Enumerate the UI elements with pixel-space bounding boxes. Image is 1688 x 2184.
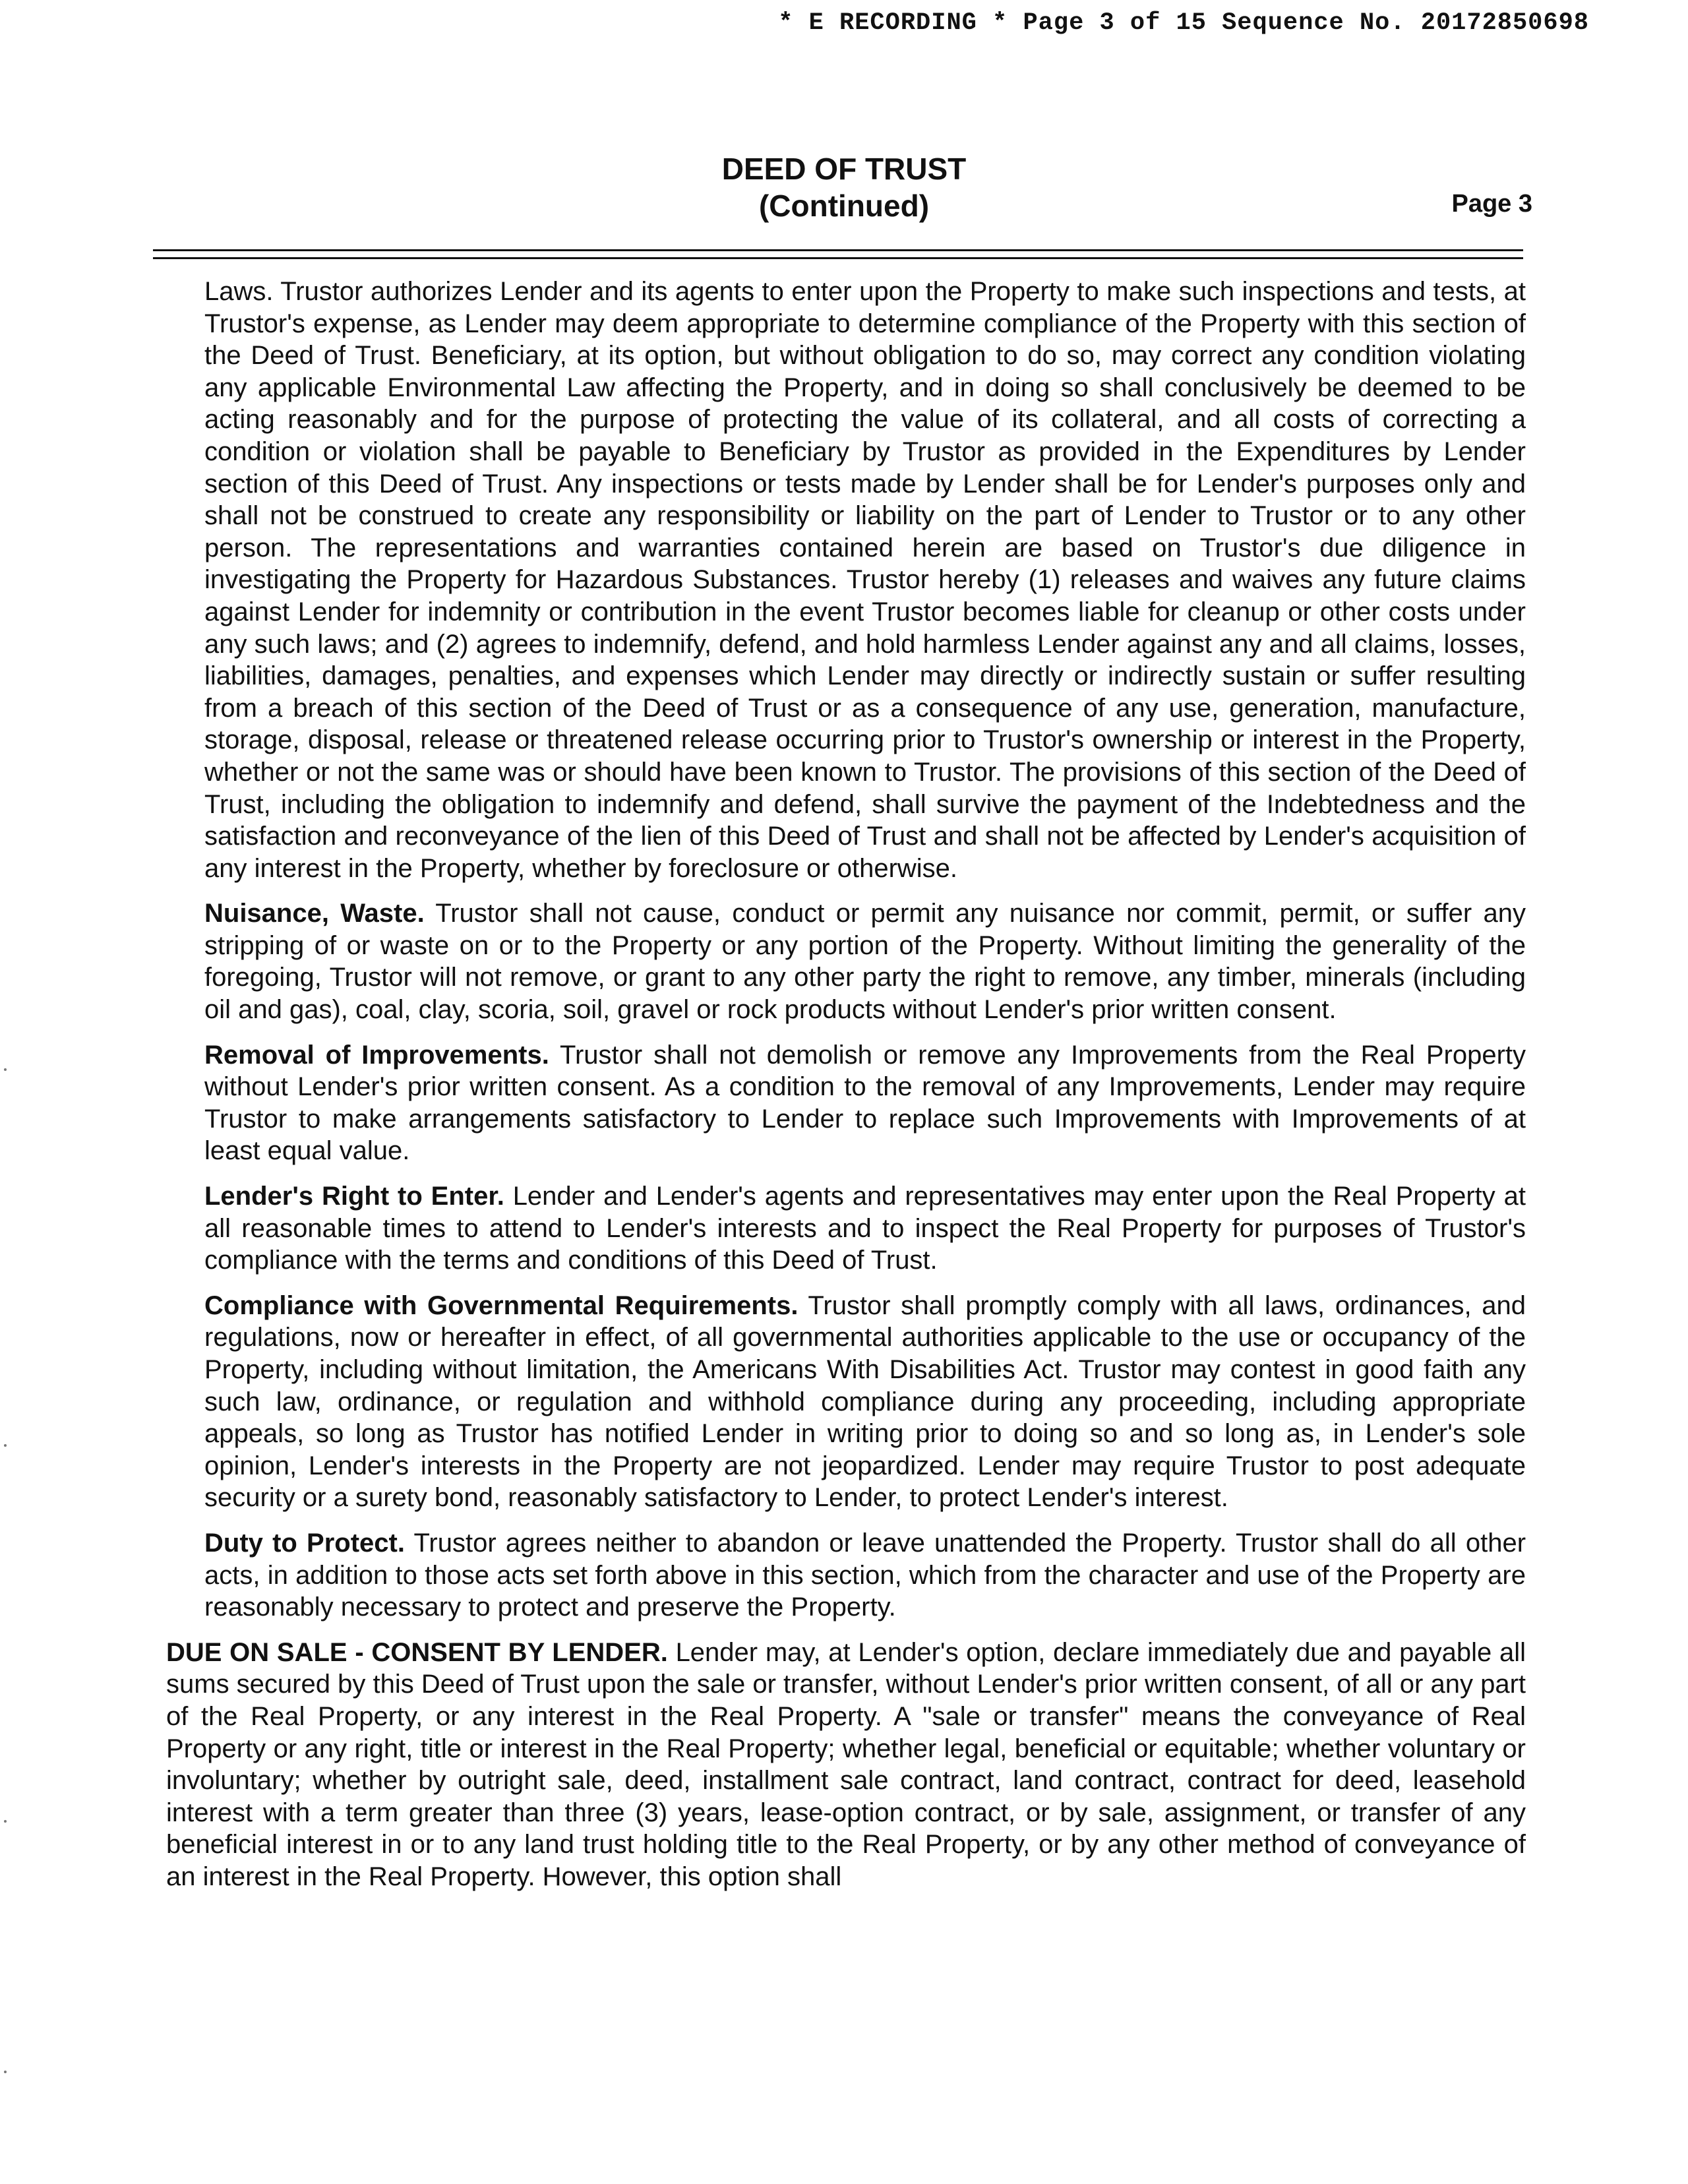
paragraph-nuisance-waste — [166, 897, 1526, 1025]
document-title — [0, 150, 1688, 224]
section-text: Trustor shall promptly comply with all laws, ordinances, and regulations, now or hereafter in effect, of all governmental authorities applicable to the use or occupancy of the Property, including without limitation, the Americans With Disabilities Act. Trustor may contest in good faith any such law, ordinance, or regulation and withhold compliance during any proceeding, including appropriate appeals, so long as Trustor has notified Lender in writing prior to doing so and so long as, in Lender's sole opinion, Lender's interests in the Property are not jeopardized. Lender may require Trustor to post adequate security or a surety bond, reasonably satisfactory to Lender, to protect Lender's interest. — [204, 1290, 1526, 1513]
scan-margin-mark — [4, 2071, 7, 2073]
section-text: Lender and Lender's agents and representatives may enter upon the Real Property at all reasonable times to attend to Lender's interests and to inspect the Real Property for purposes of Trustor's compliance with the terms and conditions of this Deed of Trust. — [204, 1182, 1526, 1275]
paragraph-duty-to-protect — [166, 1527, 1526, 1623]
scan-margin-mark — [4, 1444, 7, 1447]
section-heading: Duty to Protect. — [204, 1528, 405, 1558]
paragraph-environmental-laws: Laws. Trustor authorizes Lender and its agents to enter upon the Property to make such inspections and tests, at Trustor's expense, as Lender may deem appropriate to determine compliance of the Property with this section of the Deed of Trust. Beneficiary, at its option, but without obligation to do so, may correct any condition violating any applicable Environmental Law affecting the Property, and in doing so shall conclusively be deemed to be acting reasonably and for the purpose of protecting the value of its collateral, and all costs of correcting a condition or violation shall be payable to Beneficiary by Trustor as provided in the Expenditures by Lender section of this Deed of Trust. Any inspections or tests made by Lender shall be for Lender's purposes only and shall not be construed to create any responsibility or liability on the part of Lender to Trustor or to any other person. The representations and warranties contained herein are based on Trustor's due diligence in investigating the Property for Hazardous Substances. Trustor hereby (1) releases and waives any future claims against Lender for indemnity or contribution in the event Trustor becomes liable for cleanup or other costs under any such laws; and (2) agrees to indemnify, defend, and hold harmless Lender against any and all claims, losses, liabilities, damages, penalties, and expenses which Lender may directly or indirectly sustain or suffer resulting from a breach of this section of the Deed of Trust or as a consequence of any use, generation, manufacture, storage, disposal, release or threatened release occurring prior to Trustor's ownership or interest in the Property, whether or not the same was or should have been known to Trustor. The provisions of this section of the Deed of Trust, including the obligation to indemnify and defend, shall survive the payment of the Indebtedness and the satisfaction and reconveyance of the lien of this Deed of Trust and shall not be affected by Lender's acquisition of any interest in the Property, whether by foreclosure or otherwise. — [204, 277, 1526, 883]
section-heading: Removal of Improvements. — [204, 1040, 549, 1070]
section-heading: Nuisance, Waste. — [204, 899, 425, 928]
page-number: Page 3 — [1451, 190, 1532, 218]
recording-header: * E RECORDING * Page 3 of 15 Sequence No. 20172850698 — [778, 9, 1589, 37]
document-body — [166, 276, 1526, 1893]
paragraph-compliance — [166, 1290, 1526, 1514]
section-text: Trustor shall not demolish or remove any Improvements from the Real Property without Lender's prior written consent. As a condition to the removal of any Improvements, Lender may require Trustor to make arrangements satisfactory to Lender to replace such Improvements with Improvements of at least equal value. — [204, 1040, 1526, 1166]
section-heading: DUE ON SALE - CONSENT BY LENDER. — [166, 1637, 668, 1667]
section-heading: Lender's Right to Enter. — [204, 1182, 504, 1211]
paragraph-lenders-right-to-enter — [166, 1180, 1526, 1277]
scan-margin-mark — [4, 1820, 7, 1823]
header-rule-top — [153, 249, 1523, 251]
title-line-2: (Continued) — [758, 189, 930, 223]
header-rule-bottom — [153, 257, 1523, 259]
section-text: Trustor shall not cause, conduct or permit any nuisance nor commit, permit, or suffer any stripping of or waste on or to the Property or any portion of the Property. Without limiting the generality of the foregoing, Trustor will not remove, or grant to any other party the right to remove, any timber, minerals (including oil and gas), coal, clay, scoria, soil, gravel or rock products without Lender's prior written consent. — [204, 899, 1526, 1025]
section-text: Trustor agrees neither to abandon or leave unattended the Property. Trustor shall do all other acts, in addition to those acts set forth above in this section, which from the character and use of the Property are reasonably necessary to protect and preserve the Property. — [204, 1528, 1526, 1622]
scan-margin-mark — [4, 1068, 7, 1071]
title-line-1: DEED OF TRUST — [721, 152, 967, 186]
paragraph-due-on-sale — [166, 1637, 1526, 1893]
paragraph-removal-of-improvements — [166, 1039, 1526, 1167]
section-heading: Compliance with Governmental Requirements. — [204, 1290, 799, 1320]
section-text: Lender may, at Lender's option, declare immediately due and payable all sums secured by this Deed of Trust upon the sale or transfer, without Lender's prior written consent, of all or any part of the Real Property, or any interest in the Real Property. A "sale or transfer" means the conveyance of Real Property or any right, title or interest in the Real Property; whether legal, beneficial or equitable; whether voluntary or involuntary; whether by outright sale, deed, installment sale contract, land contract, contract for deed, leasehold interest with a term greater than three (3) years, lease-option contract, or by sale, assignment, or transfer of any beneficial interest in or to any land trust holding title to the Real Property, or by any other method of conveyance of an interest in the Real Property. However, this option shall — [166, 1637, 1526, 1891]
